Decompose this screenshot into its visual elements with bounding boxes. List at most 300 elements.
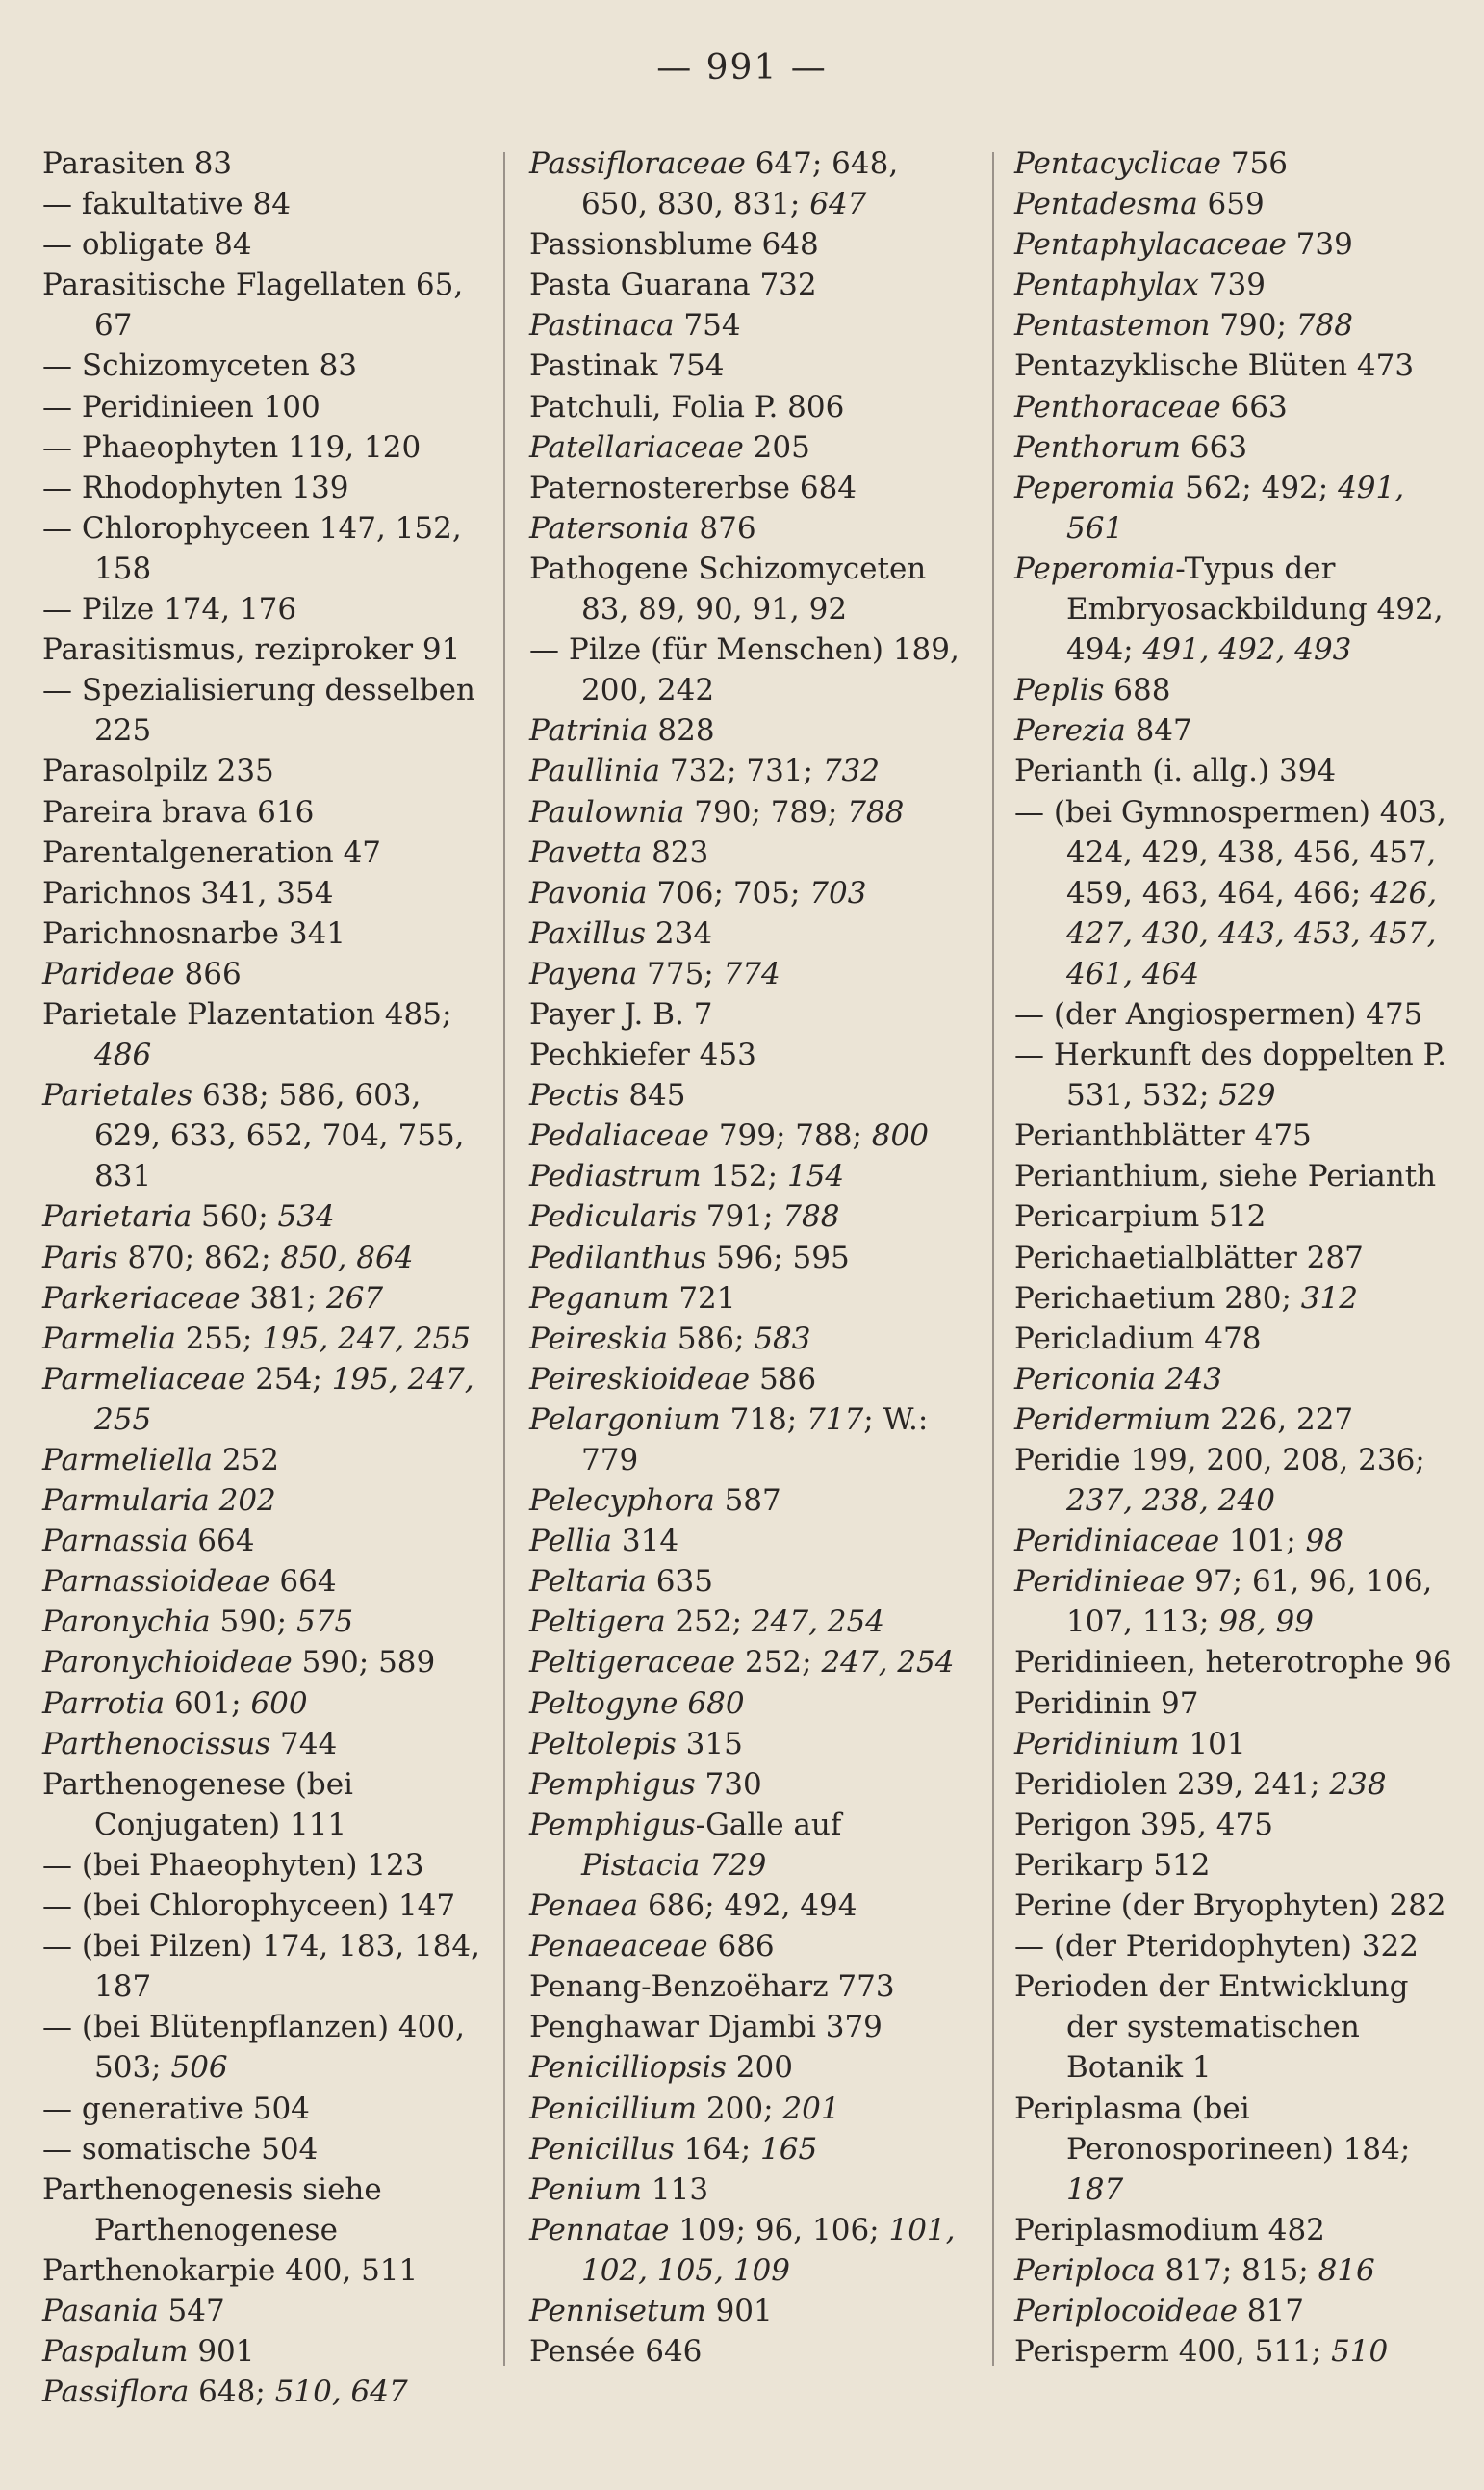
index-entry (529, 1075, 968, 1116)
entry-text: 252; (665, 1604, 752, 1640)
entry-text: 845 (619, 1078, 686, 1114)
entry-text: 491, 561 (1066, 470, 1405, 546)
entry-text: Peireskia (529, 1321, 668, 1356)
entry-text: Payer J. B. 7 (529, 996, 713, 1032)
index-entry (1014, 549, 1459, 670)
entry-text: Peridinium (1014, 1726, 1180, 1761)
index-entry (529, 1602, 968, 1642)
entry-text: 790; (1210, 308, 1296, 344)
entry-text: 315 (676, 1726, 743, 1761)
index-entry (1014, 1238, 1459, 1278)
entry-text: Penicillus (529, 2131, 675, 2167)
entry-text: 601; (165, 1685, 251, 1721)
column-rule (992, 152, 994, 2366)
entry-text: Pistacia 729 (581, 1847, 767, 1883)
index-entry (1014, 1966, 1459, 2088)
entry-text: 870; 862; (117, 1240, 281, 1275)
entry-text: 510, 647 (274, 2374, 408, 2410)
index-entry (1014, 670, 1459, 710)
entry-text: — (bei Pilzen) 174, 183, 184, 187 (42, 1929, 480, 2005)
entry-text: Pareira brava 616 (42, 794, 315, 830)
index-entry (42, 2089, 485, 2129)
entry-text: 663 (1181, 429, 1248, 465)
entry-text: Pemphigus (529, 1766, 696, 1802)
entry-text: Penthorum (1014, 429, 1182, 465)
entry-text: Pentaphylax (1014, 268, 1199, 303)
index-entry (1014, 1319, 1459, 1359)
entry-text: 732 (822, 754, 880, 789)
entry-text: Pasta Guarana 732 (529, 268, 817, 303)
index-entry (529, 954, 968, 994)
entry-text: Parasitismus, reziproker 91 (42, 632, 461, 668)
entry-text: 226, 227 (1211, 1401, 1354, 1437)
index-entry (42, 1602, 485, 1642)
entry-text: 790; 789; (684, 794, 848, 830)
entry-text: 164; (674, 2131, 760, 2167)
index-entry (529, 468, 968, 508)
index-column-3 (1014, 143, 1459, 2372)
entry-text: 562; 492; (1175, 470, 1339, 505)
entry-text: 534 (277, 1199, 335, 1235)
entry-text: 97; 61, 96, 106, 107, 113; (1066, 1564, 1433, 1640)
entry-text: 664 (188, 1524, 255, 1559)
entry-text: 586; (667, 1321, 755, 1356)
entry-text: Paspalum (42, 2334, 189, 2370)
index-entry (42, 224, 485, 265)
entry-text: 901 (188, 2334, 255, 2370)
entry-text: Parthenocissus (42, 1726, 271, 1761)
index-entry (529, 2169, 968, 2210)
entry-text: 506 (170, 2050, 228, 2086)
entry-text: Passionsblume 648 (529, 227, 819, 263)
index-entry (42, 833, 485, 873)
column-rule (503, 152, 505, 2366)
index-entry (42, 1845, 485, 1886)
entry-text: Perisperm 400, 511; (1014, 2334, 1332, 2370)
entry-text: Peridinieen, heterotrophe 96 (1014, 1645, 1452, 1681)
entry-text: 586 (750, 1361, 817, 1397)
entry-text: Pectis (529, 1078, 620, 1114)
entry-text: Peltolepis (529, 1726, 677, 1761)
entry-text: 600 (250, 1685, 308, 1721)
entry-text: Parasolpilz 235 (42, 754, 274, 789)
entry-text: 560; (192, 1199, 278, 1235)
index-entry (529, 1683, 968, 1724)
entry-text: 816 (1318, 2252, 1375, 2288)
entry-text: Pensée 646 (529, 2334, 703, 2370)
index-entry (1014, 1805, 1459, 1845)
index-entry (1014, 2250, 1459, 2291)
index-entry (529, 710, 968, 751)
entry-text: Parthenogenesis siehe Parthenogenese (42, 2171, 382, 2247)
entry-text: 583 (754, 1321, 811, 1356)
entry-text: Pelargonium (529, 1401, 721, 1437)
index-entry (1014, 710, 1459, 751)
entry-text: Perianthium, siehe Perianth (1014, 1159, 1437, 1194)
entry-text: — obligate 84 (42, 227, 252, 263)
entry-text: — generative 504 (42, 2091, 310, 2126)
index-entry (1014, 2210, 1459, 2250)
index-entry (529, 629, 968, 710)
index-entry (1014, 143, 1459, 184)
entry-text: 98, 99 (1218, 1604, 1314, 1640)
index-entry (42, 184, 485, 224)
entry-text: 247, 254 (751, 1604, 884, 1640)
index-entry (42, 1561, 485, 1602)
entry-text: Penthoraceae (1014, 389, 1221, 424)
entry-text: 847 (1125, 713, 1192, 749)
entry-text: 664 (269, 1564, 337, 1600)
index-entry (529, 833, 968, 873)
index-entry (42, 387, 485, 427)
index-entry (1014, 792, 1459, 994)
entry-text: 799; 788; (708, 1118, 872, 1154)
index-entry (529, 508, 968, 549)
index-entry (42, 2291, 485, 2331)
entry-text: Perioden der Entwicklung der systematischen Botanik 1 (1014, 1969, 1409, 2086)
index-entry (42, 427, 485, 468)
index-entry (529, 143, 968, 224)
entry-text: 486 (94, 1038, 152, 1073)
entry-text: Parnassioideae (42, 1564, 270, 1600)
index-entry (529, 1359, 968, 1399)
entry-text: — (der Angiospermen) 475 (1014, 996, 1423, 1032)
index-entry (529, 751, 968, 791)
entry-text: Parietales (42, 1078, 193, 1114)
entry-text: — Herkunft des doppelten P. 531, 532; (1014, 1038, 1447, 1114)
entry-text: 775; (637, 956, 724, 991)
entry-text: 205 (743, 429, 810, 465)
entry-text: Parichnos 341, 354 (42, 875, 334, 911)
index-entry (42, 143, 485, 184)
index-entry (529, 1319, 968, 1359)
index-entry (529, 1966, 968, 2007)
entry-text: 101 (1179, 1726, 1246, 1761)
entry-text: 596; 595 (706, 1240, 850, 1275)
entry-text: Pastinak 754 (529, 348, 725, 384)
entry-text: 255; (175, 1321, 263, 1356)
entry-text: Pastinaca (529, 308, 675, 344)
entry-text: — Schizomyceten 83 (42, 348, 358, 384)
index-entry (1014, 427, 1459, 468)
index-entry (529, 346, 968, 386)
entry-text: — (bei Blütenpflanzen) 400, 503; (42, 2010, 465, 2086)
entry-text: Perichaetium 280; (1014, 1280, 1301, 1316)
entry-text: 195, 247, 255 (262, 1321, 472, 1356)
entry-text: Pedaliaceae (529, 1118, 709, 1154)
entry-text: Penicillium (529, 2091, 698, 2126)
index-entry (42, 346, 485, 386)
entry-text: Peridinin 97 (1014, 1685, 1199, 1721)
index-entry (42, 2372, 485, 2412)
entry-text: Pathogene Schizomyceten 83, 89, 90, 91, 92 (529, 551, 927, 628)
entry-text: Perianth (i. allg.) 394 (1014, 754, 1337, 789)
entry-text: 647 (809, 187, 867, 222)
entry-text: Payena (529, 956, 638, 991)
entry-text: 791; (696, 1199, 783, 1235)
entry-text: 491, 492, 493 (1142, 632, 1352, 668)
index-entry (1014, 1440, 1459, 1521)
index-entry (1014, 1642, 1459, 1682)
entry-text: 686; 492, 494 (638, 1888, 857, 1924)
entry-text: 800 (871, 1118, 929, 1154)
index-entry (529, 224, 968, 265)
entry-text: Pelecyphora (529, 1483, 715, 1519)
index-entry (529, 1805, 968, 1886)
entry-text: Perezia (1014, 713, 1126, 749)
entry-text: — Chlorophyceen 147, 152, 158 (42, 510, 462, 586)
entry-text: 739 (1198, 268, 1266, 303)
entry-text: 732; 731; (660, 754, 823, 789)
entry-text: 575 (295, 1604, 354, 1640)
entry-text: Perianthblätter 475 (1014, 1118, 1312, 1154)
entry-text: 788 (1295, 308, 1353, 344)
entry-text: — (bei Phaeophyten) 123 (42, 1847, 424, 1883)
entry-text: Parentalgeneration 47 (42, 834, 382, 870)
entry-text: Peridie 199, 200, 208, 236; (1014, 1443, 1425, 1477)
index-entry (529, 1238, 968, 1278)
entry-text: Peperomia (1014, 470, 1176, 505)
entry-text: Peireskioideae (529, 1361, 751, 1397)
entry-text: Perine (der Bryophyten) 282 (1014, 1888, 1446, 1924)
entry-text: Peridinieae (1014, 1564, 1186, 1600)
index-entry (42, 2129, 485, 2169)
entry-text: 817; 815; (1155, 2252, 1318, 2288)
entry-text: — Peridinieen 100 (42, 389, 320, 424)
index-entry (529, 2129, 968, 2169)
entry-text: Periplasmodium 482 (1014, 2212, 1325, 2247)
index-entry (42, 2331, 485, 2372)
index-entry (42, 1926, 485, 2007)
index-entry (42, 1642, 485, 1682)
entry-text: — Phaeophyten 119, 120 (42, 429, 422, 465)
index-entry (1014, 1156, 1459, 1196)
entry-text: Patersonia (529, 510, 690, 546)
index-entry (1014, 224, 1459, 265)
index-entry (1014, 1521, 1459, 1561)
entry-text: Parasiten 83 (42, 146, 233, 181)
entry-text: ; W.: 779 (581, 1401, 929, 1477)
index-entry (42, 873, 485, 913)
entry-text: Pechkiefer 453 (529, 1038, 756, 1073)
index-entry (42, 1480, 485, 1521)
entry-text: Pericladium 478 (1014, 1321, 1262, 1356)
entry-text: 756 (1220, 146, 1289, 181)
entry-text: Pericarpium 512 (1014, 1199, 1267, 1235)
entry-text: Paternostererbse 684 (529, 470, 857, 505)
entry-text: Parmelia (42, 1321, 176, 1356)
entry-text: Patchuli, Folia P. 806 (529, 389, 845, 424)
entry-text: 647; 648, 650, 830, 831; (581, 146, 899, 222)
index-entry (529, 1521, 968, 1561)
index-entry (42, 670, 485, 751)
entry-text: 730 (695, 1766, 762, 1802)
entry-text: — Spezialisierung desselben 225 (42, 673, 475, 749)
index-entry (1014, 1278, 1459, 1319)
entry-text: Parietale Plazentation 485; (42, 996, 452, 1032)
entry-text: -Typus der Embryosackbildung 492, 494; (1066, 551, 1444, 668)
entry-text: Parideae (42, 956, 175, 991)
index-column-2 (529, 143, 968, 2372)
index-entry (1014, 2331, 1459, 2372)
index-entry (1014, 1886, 1459, 1926)
index-entry (42, 2250, 485, 2291)
entry-text: Parthenogenese (bei Conjugaten) 111 (42, 1766, 353, 1842)
index-entry (1014, 346, 1459, 386)
index-entry (42, 1359, 485, 1440)
entry-text: Pentaphylacaceae (1014, 227, 1287, 263)
index-entry (529, 1480, 968, 1521)
index-entry (1014, 994, 1459, 1035)
index-entry (529, 873, 968, 913)
index-entry (529, 2047, 968, 2088)
entry-text: Paronychioideae (42, 1645, 293, 1681)
entry-text: 381; (240, 1280, 326, 1316)
entry-text: 109; 96, 106; (669, 2212, 889, 2247)
entry-text: Paxillus (529, 915, 647, 951)
entry-text: Peridermium (1014, 1401, 1212, 1437)
entry-text: 754 (674, 308, 741, 344)
index-entry (42, 994, 485, 1075)
index-entry (42, 1724, 485, 1764)
entry-text: Patellariaceae (529, 429, 744, 465)
entry-text: — Rhodophyten 139 (42, 470, 349, 505)
index-entry (529, 792, 968, 833)
entry-text: 201 (782, 2091, 840, 2126)
entry-text: Peperomia (1014, 551, 1176, 586)
entry-text: 113 (642, 2171, 709, 2207)
entry-text: Parthenokarpie 400, 511 (42, 2252, 419, 2288)
index-entry (42, 508, 485, 589)
entry-text: 817 (1237, 2293, 1304, 2328)
entry-text: 547 (158, 2293, 225, 2328)
entry-text: 876 (689, 510, 756, 546)
entry-text: Pentazyklische Blüten 473 (1014, 348, 1415, 384)
entry-text: Paulownia (529, 794, 685, 830)
index-entry (1014, 1926, 1459, 1966)
entry-text: Paris (42, 1240, 118, 1275)
entry-text: 252; (735, 1645, 822, 1681)
entry-text: Parrotia (42, 1685, 166, 1721)
entry-text: 850, 864 (280, 1240, 414, 1275)
index-entry (1014, 751, 1459, 791)
entry-text: 590; 589 (292, 1645, 436, 1681)
entry-text: Parmularia 202 (42, 1483, 276, 1519)
index-entry (1014, 1561, 1459, 1642)
index-entry (1014, 1845, 1459, 1886)
entry-text: 98 (1305, 1524, 1343, 1559)
index-entry (1014, 1724, 1459, 1764)
entry-text: Peltigeraceae (529, 1645, 736, 1681)
entry-text: Penaeaceae (529, 1929, 708, 1964)
entry-text: 823 (642, 834, 709, 870)
entry-text: 718; (720, 1401, 807, 1437)
entry-text: Perichaetialblätter 287 (1014, 1240, 1364, 1275)
index-entry (42, 1238, 485, 1278)
entry-text: 200 (726, 2050, 793, 2086)
entry-text: Perigon 395, 475 (1014, 1807, 1273, 1842)
entry-text: — Pilze 174, 176 (42, 592, 297, 628)
entry-text: Pellia (529, 1524, 613, 1559)
entry-text: 314 (612, 1524, 679, 1559)
entry-text: -Galle auf (695, 1807, 842, 1842)
index-entry (529, 1926, 968, 1966)
index-entry (1014, 184, 1459, 224)
entry-text: Pentadesma (1014, 187, 1198, 222)
entry-text: Patrinia (529, 713, 649, 749)
entry-text: 195, 247, 255 (94, 1361, 474, 1437)
entry-text: 254; (245, 1361, 332, 1397)
index-entry (42, 468, 485, 508)
entry-text: Penghawar Djambi 379 (529, 2010, 883, 2045)
entry-text: Periconia 243 (1014, 1361, 1222, 1397)
index-entry (1014, 1764, 1459, 1805)
entry-text: — (bei Gymnospermen) 403, 424, 429, 438, 456, 457, 459, 463, 464, 466; (1014, 794, 1446, 911)
entry-text: Paullinia (529, 754, 661, 789)
entry-text: Peganum (529, 1280, 670, 1316)
index-entry (529, 1561, 968, 1602)
index-entry (42, 1319, 485, 1359)
entry-text: 312 (1300, 1280, 1358, 1316)
entry-text: 152; (701, 1159, 787, 1194)
entry-text: 154 (786, 1159, 845, 1194)
entry-text: Passiflora (42, 2374, 190, 2410)
index-entry (42, 1278, 485, 1319)
entry-text: Penicilliopsis (529, 2050, 727, 2086)
index-entry (529, 2210, 968, 2291)
entry-text: 828 (648, 713, 715, 749)
entry-text: 587 (714, 1483, 781, 1519)
index-entry (529, 2291, 968, 2331)
entry-text: 688 (1104, 673, 1171, 708)
entry-text: Pasania (42, 2293, 159, 2328)
entry-text: 529 (1218, 1078, 1276, 1114)
index-entry (529, 2331, 968, 2372)
index-entry (529, 1278, 968, 1319)
entry-text: Pemphigus (529, 1807, 696, 1842)
entry-text: 590; (210, 1604, 296, 1640)
index-entry (42, 589, 485, 629)
index-entry (1014, 387, 1459, 427)
index-entry (529, 2007, 968, 2047)
index-entry (1014, 2089, 1459, 2210)
entry-text: Peridiniaceae (1014, 1524, 1220, 1559)
entry-text: — Pilze (für Menschen) 189, 200, 242 (529, 632, 959, 708)
index-entry (1014, 1035, 1459, 1116)
index-entry (529, 427, 968, 468)
entry-text: Pediastrum (529, 1159, 702, 1194)
entry-text: 774 (723, 956, 780, 991)
entry-text: 638; 586, 603, 629, 633, 652, 704, 755, 831 (94, 1078, 465, 1194)
entry-text: Parkeriaceae (42, 1280, 241, 1316)
index-entry (1014, 2291, 1459, 2331)
index-entry (1014, 265, 1459, 305)
index-entry (529, 549, 968, 629)
entry-text: Pedicularis (529, 1199, 697, 1235)
index-entry (42, 265, 485, 346)
entry-text: Peltogyne 680 (529, 1685, 745, 1721)
entry-text: 237, 238, 240 (1066, 1483, 1275, 1519)
entry-text: 510 (1331, 2334, 1389, 2370)
index-entry (42, 1196, 485, 1237)
index-entry (42, 629, 485, 670)
index-column-1 (42, 143, 485, 2412)
entry-text: 635 (646, 1564, 713, 1600)
entry-text: 744 (270, 1726, 338, 1761)
entry-text: Peridiolen 239, 241; (1014, 1766, 1330, 1802)
entry-text: 901 (705, 2293, 773, 2328)
entry-text: Parmeliaceae (42, 1361, 246, 1397)
